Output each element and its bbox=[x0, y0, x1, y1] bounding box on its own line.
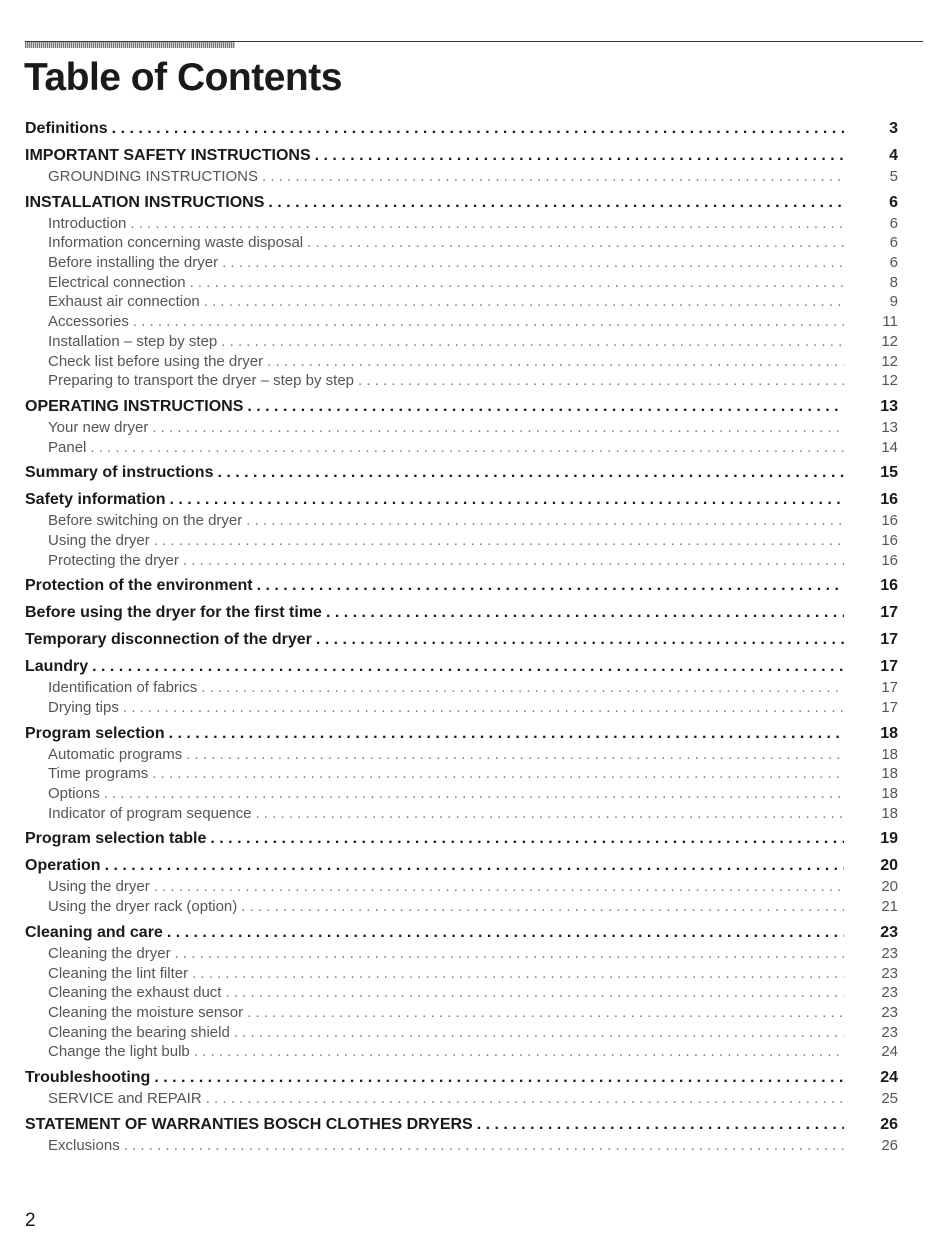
toc-section-protection-of-the-environment[interactable] bbox=[25, 577, 898, 598]
toc-entry-drying-tips[interactable] bbox=[25, 699, 898, 719]
toc-section-page: 13 bbox=[880, 397, 898, 415]
dot-leader bbox=[186, 746, 844, 763]
toc-entry-title: Accessories bbox=[48, 313, 129, 331]
dot-leader bbox=[123, 699, 844, 716]
toc-entry-page: 23 bbox=[881, 984, 898, 1002]
toc-section-title: Temporary disconnection of the dryer bbox=[25, 631, 312, 649]
toc-section bbox=[25, 658, 898, 718]
toc-entry-page: 18 bbox=[881, 785, 898, 803]
toc-entry-title: Indicator of program sequence bbox=[48, 804, 252, 822]
table-of-contents bbox=[25, 120, 898, 1156]
dot-leader bbox=[316, 631, 844, 649]
dot-leader bbox=[175, 945, 844, 962]
dot-leader bbox=[267, 353, 844, 370]
dot-leader bbox=[104, 785, 844, 802]
toc-entry-page: 16 bbox=[881, 531, 898, 549]
toc-entry-title: Cleaning the bearing shield bbox=[48, 1023, 230, 1041]
toc-entry-automatic-programs[interactable] bbox=[25, 746, 898, 766]
toc-section bbox=[25, 464, 898, 485]
toc-section-summary-of-instructions[interactable] bbox=[25, 464, 898, 485]
toc-section-installation-instructions[interactable] bbox=[25, 194, 898, 215]
toc-entry-accessories[interactable] bbox=[25, 313, 898, 333]
dot-leader bbox=[217, 464, 844, 482]
toc-section-page: 3 bbox=[889, 120, 898, 137]
toc-section-title: OPERATING INSTRUCTIONS bbox=[25, 397, 244, 415]
toc-entry-title: Time programs bbox=[48, 765, 149, 783]
toc-entry-title: SERVICE and REPAIR bbox=[48, 1089, 202, 1107]
toc-section-important-safety-instructions[interactable] bbox=[25, 147, 898, 168]
toc-entry-your-new-dryer[interactable] bbox=[25, 419, 898, 439]
dot-leader bbox=[268, 194, 844, 212]
page-title: Table of Contents bbox=[24, 56, 342, 99]
toc-section bbox=[25, 1116, 898, 1157]
toc-entry-page: 5 bbox=[889, 168, 898, 185]
toc-section-title: Operation bbox=[25, 857, 101, 875]
toc-section-page: 15 bbox=[880, 464, 898, 482]
toc-section bbox=[25, 631, 898, 652]
toc-entry-page: 6 bbox=[889, 234, 898, 252]
toc-entry-panel[interactable] bbox=[25, 439, 898, 459]
toc-entry-title: Using the dryer bbox=[48, 878, 150, 896]
toc-entry-page: 20 bbox=[881, 878, 898, 896]
toc-entry-title: Cleaning the lint filter bbox=[48, 964, 189, 982]
toc-section-safety-information[interactable] bbox=[25, 491, 898, 512]
toc-section-page: 20 bbox=[880, 857, 898, 875]
toc-entry-before-switching-on-the-dryer[interactable] bbox=[25, 512, 898, 532]
dot-leader bbox=[152, 765, 844, 782]
dot-leader bbox=[477, 1116, 844, 1134]
toc-entry-page: 23 bbox=[881, 964, 898, 982]
dot-leader bbox=[190, 274, 844, 291]
toc-section-page: 4 bbox=[889, 147, 898, 164]
toc-entry-title: Introduction bbox=[48, 214, 127, 232]
toc-entry-exhaust-air-connection[interactable] bbox=[25, 293, 898, 313]
toc-entry-page: 14 bbox=[881, 438, 898, 456]
toc-entry-title: Using the dryer rack (option) bbox=[48, 898, 238, 916]
toc-entry-page: 16 bbox=[881, 512, 898, 530]
dot-leader bbox=[241, 898, 844, 915]
toc-entry-preparing-to-transport-the-dryer-step-by-step[interactable] bbox=[25, 372, 898, 392]
toc-section-page: 18 bbox=[880, 724, 898, 742]
toc-entry-title: Electrical connection bbox=[48, 273, 186, 291]
toc-section bbox=[25, 147, 898, 188]
toc-entry-installation-step-by-step[interactable] bbox=[25, 333, 898, 353]
toc-entry-title: Check list before using the dryer bbox=[48, 352, 264, 370]
dot-leader bbox=[112, 120, 844, 138]
dot-leader bbox=[222, 254, 844, 271]
toc-entry-time-programs[interactable] bbox=[25, 765, 898, 785]
toc-entry-page: 6 bbox=[889, 254, 898, 272]
dot-leader bbox=[225, 984, 844, 1001]
toc-entry-page: 21 bbox=[881, 898, 898, 916]
toc-entry-title: Exhaust air connection bbox=[48, 293, 200, 311]
toc-entry-title: Before switching on the dryer bbox=[48, 512, 243, 530]
toc-section-title: IMPORTANT SAFETY INSTRUCTIONS bbox=[25, 147, 311, 164]
toc-entry-page: 23 bbox=[881, 1023, 898, 1041]
toc-section-page: 17 bbox=[880, 604, 898, 622]
dot-leader bbox=[247, 398, 844, 416]
toc-entry-identification-of-fabrics[interactable] bbox=[25, 679, 898, 699]
toc-entry-page: 13 bbox=[881, 418, 898, 436]
toc-section bbox=[25, 830, 898, 851]
header-hatch-bar bbox=[25, 42, 235, 48]
toc-entry-page: 23 bbox=[881, 944, 898, 962]
toc-entry-page: 25 bbox=[881, 1089, 898, 1107]
toc-section-title: STATEMENT OF WARRANTIES BOSCH CLOTHES DRYERS bbox=[25, 1115, 473, 1133]
toc-entry-service-and-repair[interactable] bbox=[25, 1090, 898, 1110]
toc-section-page: 16 bbox=[880, 491, 898, 509]
toc-entry-page: 18 bbox=[881, 765, 898, 783]
toc-entry-title: Cleaning the dryer bbox=[48, 944, 171, 962]
toc-section-title: Program selection table bbox=[25, 830, 207, 848]
toc-section-title: Safety information bbox=[25, 491, 166, 509]
page-number: 2 bbox=[25, 1210, 36, 1231]
dot-leader bbox=[130, 215, 844, 232]
toc-entry-change-the-light-bulb[interactable] bbox=[25, 1043, 898, 1063]
toc-entry-title: Panel bbox=[48, 438, 87, 456]
toc-section-laundry[interactable] bbox=[25, 658, 898, 679]
dot-leader bbox=[154, 532, 844, 549]
dot-leader bbox=[358, 372, 844, 389]
toc-section bbox=[25, 924, 898, 1063]
toc-section-page: 24 bbox=[880, 1068, 898, 1086]
dot-leader bbox=[105, 857, 844, 875]
toc-section-title: Laundry bbox=[25, 658, 89, 676]
toc-entry-using-the-dryer-rack-option[interactable] bbox=[25, 898, 898, 918]
dot-leader bbox=[152, 419, 844, 436]
toc-section-page: 16 bbox=[880, 577, 898, 595]
toc-section-title: Program selection bbox=[25, 724, 165, 742]
toc-entry-indicator-of-program-sequence[interactable] bbox=[25, 805, 898, 825]
dot-leader bbox=[221, 333, 844, 350]
toc-section-page: 19 bbox=[880, 830, 898, 848]
dot-leader bbox=[133, 313, 844, 330]
toc-entry-using-the-dryer[interactable] bbox=[25, 532, 898, 552]
toc-section-page: 23 bbox=[880, 923, 898, 941]
toc-entry-page: 11 bbox=[882, 313, 898, 331]
toc-entry-title: Exclusions bbox=[48, 1136, 120, 1154]
dot-leader bbox=[92, 658, 844, 676]
toc-entry-page: 24 bbox=[881, 1043, 898, 1061]
toc-entry-page: 16 bbox=[881, 551, 898, 569]
toc-entry-page: 18 bbox=[881, 804, 898, 822]
toc-section-before-using-the-dryer-for-the-first-time[interactable] bbox=[25, 604, 898, 625]
dot-leader bbox=[154, 878, 844, 895]
toc-entry-title: Change the light bulb bbox=[48, 1043, 190, 1061]
toc-entry-protecting-the-dryer[interactable] bbox=[25, 552, 898, 572]
dot-leader bbox=[183, 552, 844, 569]
toc-entry-page: 17 bbox=[881, 699, 898, 716]
toc-section bbox=[25, 725, 898, 825]
toc-entry-cleaning-the-lint-filter[interactable] bbox=[25, 965, 898, 985]
toc-entry-page: 12 bbox=[881, 352, 898, 370]
dot-leader bbox=[234, 1024, 844, 1041]
toc-entry-page: 9 bbox=[889, 293, 898, 311]
toc-entry-title: Identification of fabrics bbox=[48, 679, 198, 697]
toc-entry-options[interactable] bbox=[25, 785, 898, 805]
dot-leader bbox=[257, 577, 844, 595]
toc-section-page: 26 bbox=[880, 1115, 898, 1133]
dot-leader bbox=[154, 1069, 844, 1087]
toc-section bbox=[25, 120, 898, 141]
toc-entry-information-concerning-waste-disposal[interactable] bbox=[25, 234, 898, 254]
dot-leader bbox=[326, 604, 844, 622]
toc-section-cleaning-and-care[interactable] bbox=[25, 924, 898, 945]
toc-section-title: INSTALLATION INSTRUCTIONS bbox=[25, 193, 265, 211]
toc-entry-title: Options bbox=[48, 785, 100, 803]
toc-entry-title: Installation – step by step bbox=[48, 332, 218, 350]
toc-entry-title: Preparing to transport the dryer – step by step bbox=[48, 372, 354, 390]
toc-section-title: Cleaning and care bbox=[25, 923, 163, 941]
toc-section-title: Definitions bbox=[25, 120, 108, 137]
toc-entry-title: Drying tips bbox=[48, 699, 119, 716]
toc-section-statement-of-warranties-bosch-clothes-dryers[interactable] bbox=[25, 1116, 898, 1137]
toc-section-page: 17 bbox=[880, 631, 898, 649]
toc-section bbox=[25, 1069, 898, 1110]
toc-section bbox=[25, 398, 898, 458]
toc-entry-cleaning-the-exhaust-duct[interactable] bbox=[25, 984, 898, 1004]
dot-leader bbox=[315, 147, 844, 165]
toc-section bbox=[25, 577, 898, 598]
toc-entry-title: Protecting the dryer bbox=[48, 551, 179, 569]
toc-section-operating-instructions[interactable] bbox=[25, 398, 898, 419]
toc-entry-title: Cleaning the exhaust duct bbox=[48, 984, 222, 1002]
dot-leader bbox=[247, 1004, 844, 1021]
toc-entry-electrical-connection[interactable] bbox=[25, 274, 898, 294]
dot-leader bbox=[206, 1090, 844, 1107]
toc-entry-using-the-dryer[interactable] bbox=[25, 878, 898, 898]
toc-section-troubleshooting[interactable] bbox=[25, 1069, 898, 1090]
toc-section-title: Before using the dryer for the first time bbox=[25, 604, 322, 622]
toc-entry-page: 23 bbox=[881, 1003, 898, 1021]
toc-entry-cleaning-the-moisture-sensor[interactable] bbox=[25, 1004, 898, 1024]
toc-entry-page: 18 bbox=[881, 745, 898, 763]
toc-entry-page: 8 bbox=[889, 273, 898, 291]
toc-section-temporary-disconnection-of-the-dryer[interactable] bbox=[25, 631, 898, 652]
toc-section-program-selection[interactable] bbox=[25, 725, 898, 746]
dot-leader bbox=[169, 725, 844, 743]
dot-leader bbox=[169, 491, 844, 509]
toc-entry-title: Automatic programs bbox=[48, 745, 183, 763]
toc-section-page: 17 bbox=[880, 658, 898, 676]
toc-section-title: Summary of instructions bbox=[25, 464, 214, 482]
dot-leader bbox=[192, 965, 844, 982]
toc-entry-before-installing-the-dryer[interactable] bbox=[25, 254, 898, 274]
toc-entry-introduction[interactable] bbox=[25, 215, 898, 235]
toc-entry-page: 17 bbox=[881, 679, 898, 697]
dot-leader bbox=[307, 234, 844, 251]
toc-section bbox=[25, 857, 898, 917]
toc-section-title: Troubleshooting bbox=[25, 1068, 151, 1086]
toc-section-definitions[interactable] bbox=[25, 120, 898, 141]
toc-entry-check-list-before-using-the-dryer[interactable] bbox=[25, 353, 898, 373]
toc-entry-cleaning-the-dryer[interactable] bbox=[25, 945, 898, 965]
toc-entry-title: GROUNDING INSTRUCTIONS bbox=[48, 168, 258, 185]
dot-leader bbox=[201, 679, 844, 696]
toc-entry-page: 26 bbox=[881, 1136, 898, 1154]
dot-leader bbox=[194, 1043, 844, 1060]
dot-leader bbox=[246, 512, 844, 529]
toc-entry-page: 12 bbox=[881, 372, 898, 390]
toc-section-operation[interactable] bbox=[25, 857, 898, 878]
toc-section bbox=[25, 491, 898, 571]
toc-entry-title: Information concerning waste disposal bbox=[48, 234, 304, 252]
dot-leader bbox=[210, 830, 844, 848]
toc-entry-grounding-instructions[interactable] bbox=[25, 168, 898, 188]
toc-entry-exclusions[interactable] bbox=[25, 1137, 898, 1157]
toc-section bbox=[25, 604, 898, 625]
toc-entry-title: Your new dryer bbox=[48, 418, 149, 436]
dot-leader bbox=[167, 924, 844, 942]
toc-entry-title: Using the dryer bbox=[48, 531, 150, 549]
toc-entry-title: Cleaning the moisture sensor bbox=[48, 1003, 244, 1021]
toc-entry-cleaning-the-bearing-shield[interactable] bbox=[25, 1024, 898, 1044]
dot-leader bbox=[255, 805, 844, 822]
toc-entry-page: 6 bbox=[889, 214, 898, 232]
toc-section-program-selection-table[interactable] bbox=[25, 830, 898, 851]
toc-entry-title: Before installing the dryer bbox=[48, 254, 219, 272]
toc-section-page: 6 bbox=[889, 193, 898, 211]
toc-section bbox=[25, 194, 898, 392]
dot-leader bbox=[90, 439, 844, 456]
dot-leader bbox=[124, 1137, 844, 1154]
toc-entry-page: 12 bbox=[881, 332, 898, 350]
toc-section-title: Protection of the environment bbox=[25, 577, 253, 595]
dot-leader bbox=[204, 293, 844, 310]
dot-leader bbox=[262, 168, 844, 185]
